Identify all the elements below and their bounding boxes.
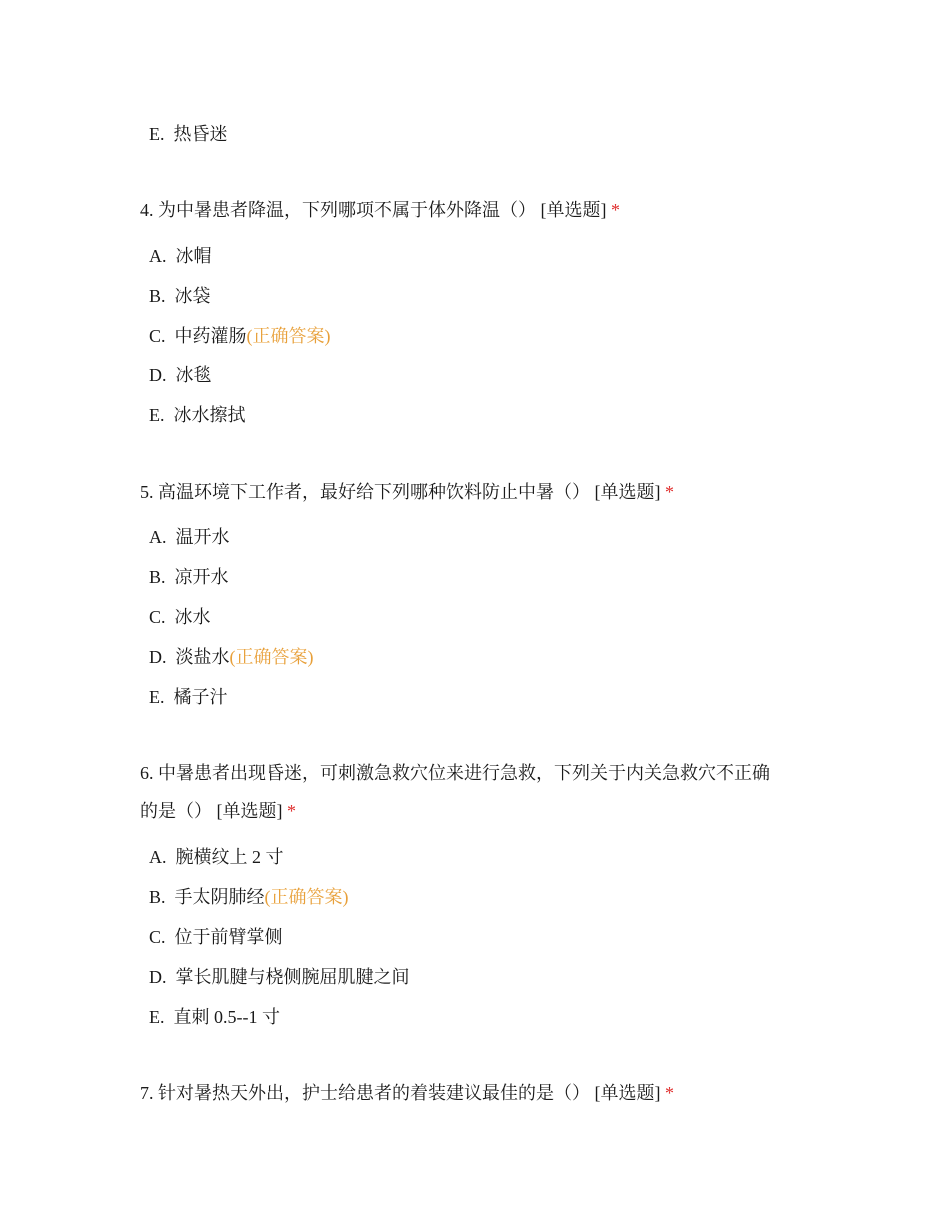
question-6-title-line2 [140, 799, 296, 823]
option-text: 冰帽 [175, 246, 212, 266]
option-text: 淡盐水 [175, 647, 230, 667]
correct-answer-tag: (正确答案) [246, 326, 331, 346]
q4-option-b [149, 284, 211, 308]
q5-option-d [149, 645, 314, 669]
question-text-continued: 的是（） [140, 801, 212, 821]
option-text: 凉开水 [174, 567, 229, 587]
required-mark: * [611, 200, 620, 220]
option-text: 冰袋 [174, 286, 211, 306]
option-letter: D. [149, 967, 167, 987]
question-text: 针对暑热天外出，护士给患者的着装建议最佳的是（） [158, 1083, 590, 1103]
option-letter: E. [149, 687, 165, 707]
q6-option-d [149, 965, 410, 989]
question-number: 7. [140, 1083, 154, 1103]
option-text: 冰水 [174, 607, 211, 627]
option-text: 温开水 [175, 527, 230, 547]
option-text: 位于前臂掌侧 [174, 927, 283, 947]
q5-option-e [149, 685, 228, 709]
q4-option-e [149, 403, 246, 427]
q5-option-b [149, 565, 229, 589]
question-text: 高温环境下工作者，最好给下列哪种饮料防止中暑（） [158, 482, 590, 502]
question-number: 4. [140, 200, 154, 220]
required-mark: * [665, 482, 674, 502]
correct-answer-tag: (正确答案) [264, 887, 349, 907]
option-text: 热昏迷 [173, 124, 228, 144]
q4-option-c [149, 324, 331, 348]
question-number: 6. [140, 763, 154, 783]
q6-option-a [149, 845, 284, 869]
question-5-title [140, 480, 674, 504]
option-letter: D. [149, 365, 167, 385]
question-4-title [140, 198, 620, 222]
option-letter: E. [149, 1007, 165, 1027]
option-letter: D. [149, 647, 167, 667]
option-text: 手太阴肺经 [174, 887, 265, 907]
option-letter: B. [149, 286, 166, 306]
question-type-tag: [单选题] [540, 200, 607, 220]
question-type-tag: [单选题] [594, 482, 661, 502]
option-text: 冰毯 [175, 365, 212, 385]
q6-option-b [149, 885, 349, 909]
q4-option-d [149, 363, 212, 387]
question-text: 中暑患者出现昏迷，可刺激急救穴位来进行急救，下列关于内关急救穴不正确 [158, 763, 770, 783]
option-text: 腕横纹上 2 寸 [175, 847, 284, 867]
option-letter: A. [149, 847, 167, 867]
q5-option-c [149, 605, 211, 629]
correct-answer-tag: (正确答案) [229, 647, 314, 667]
question-number: 5. [140, 482, 154, 502]
question-type-tag: [单选题] [216, 801, 283, 821]
option-letter: E. [149, 124, 165, 144]
option-text: 冰水擦拭 [173, 405, 246, 425]
question-7-title [140, 1081, 674, 1105]
option-letter: E. [149, 405, 165, 425]
option-prev-e [149, 122, 228, 146]
question-6-title-line1 [140, 761, 770, 785]
option-text: 中药灌肠 [174, 326, 247, 346]
option-letter: C. [149, 927, 166, 947]
option-letter: C. [149, 326, 166, 346]
option-letter: B. [149, 887, 166, 907]
q6-option-c [149, 925, 283, 949]
option-letter: A. [149, 527, 167, 547]
required-mark: * [665, 1083, 674, 1103]
option-letter: C. [149, 607, 166, 627]
option-text: 橘子汁 [173, 687, 228, 707]
required-mark: * [287, 801, 296, 821]
option-text: 直刺 0.5--1 寸 [173, 1007, 280, 1027]
question-type-tag: [单选题] [594, 1083, 661, 1103]
q4-option-a [149, 244, 212, 268]
option-letter: A. [149, 246, 167, 266]
option-text: 掌长肌腱与桡侧腕屈肌腱之间 [175, 967, 410, 987]
option-letter: B. [149, 567, 166, 587]
q6-option-e [149, 1005, 280, 1029]
q5-option-a [149, 525, 230, 549]
question-text: 为中暑患者降温，下列哪项不属于体外降温（） [158, 200, 536, 220]
